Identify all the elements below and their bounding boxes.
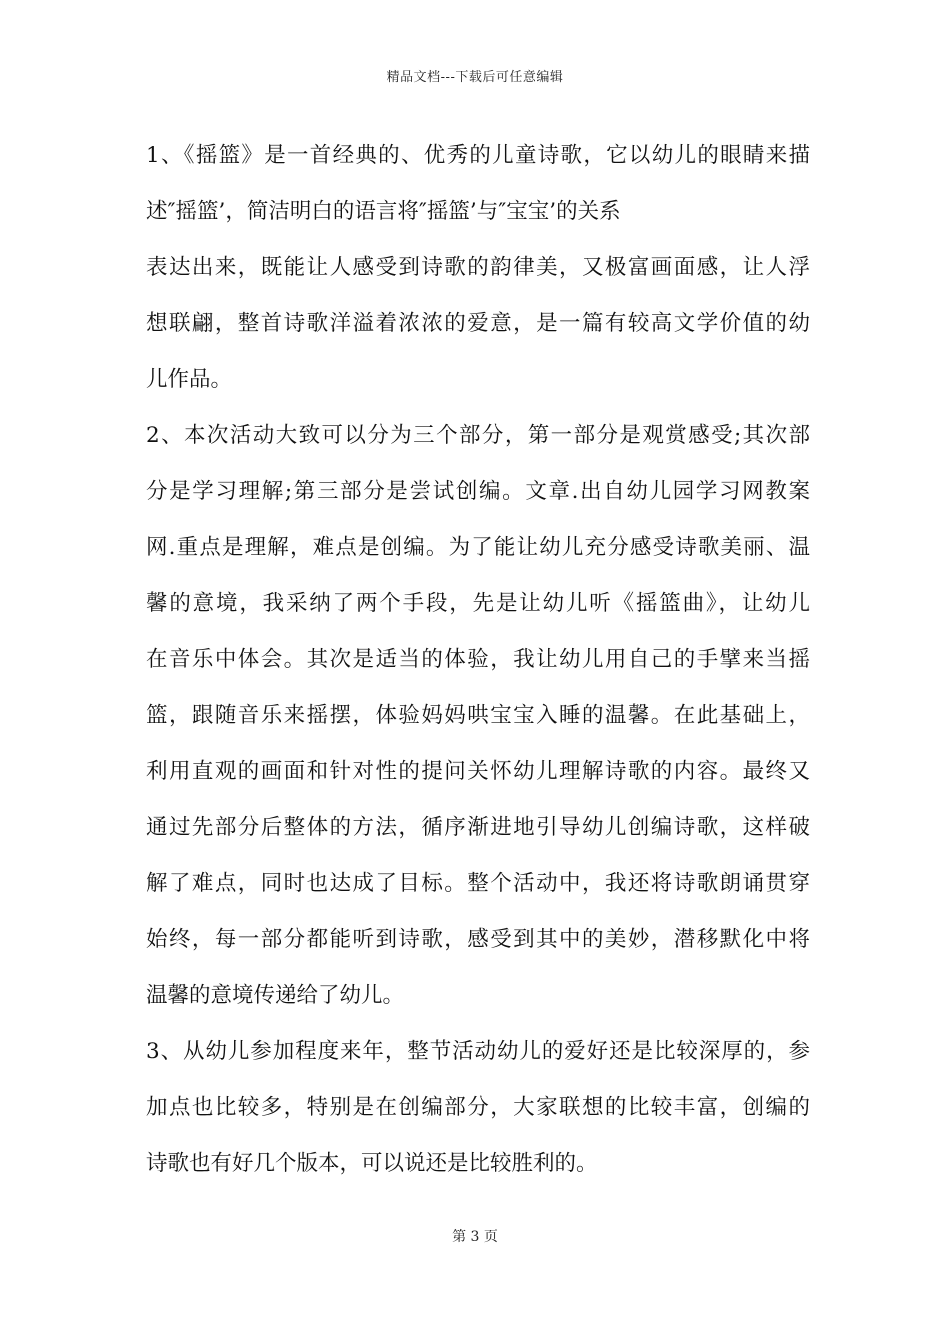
paragraph-1-line: 1、《摇篮》是一首经典的、优秀的儿童诗歌，它以幼儿的眼睛来描 <box>146 143 810 168</box>
paragraph-3-line: 诗歌也有好几个版本，可以说还是比较胜利的。 <box>146 1151 598 1176</box>
paragraph-3-line: 加点也比较多，特别是在创编部分，大家联想的比较丰富，创编的 <box>146 1095 810 1120</box>
paragraph-1-line: 述″摇篮’，简洁明白的语言将″摇篮’与″宝宝’的关系 <box>146 199 621 224</box>
paragraph-2-line: 馨的意境，我采纳了两个手段，先是让幼儿听《摇篮曲》，让幼儿 <box>146 591 810 616</box>
paragraph-2-line: 始终，每一部分都能听到诗歌，感受到其中的美妙，潜移默化中将 <box>146 927 810 952</box>
paragraph-2-line: 解了难点，同时也达成了目标。整个活动中，我还将诗歌朗诵贯穿 <box>146 871 810 896</box>
paragraph-2-line: 分是学习理解;第三部分是尝试创编。文章.出自幼儿园学习网教案 <box>146 479 810 504</box>
paragraph-2-line: 温馨的意境传递给了幼儿。 <box>146 983 405 1008</box>
paragraph-2-line: 利用直观的画面和针对性的提问关怀幼儿理解诗歌的内容。最终又 <box>146 759 810 784</box>
paragraph-3-line: 3、从幼儿参加程度来年，整节活动幼儿的爱好还是比较深厚的，参 <box>146 1039 810 1064</box>
paragraph-1-line: 想联翩，整首诗歌洋溢着浓浓的爱意，是一篇有较高文学价值的幼 <box>146 311 810 336</box>
paragraph-1-line: 表达出来，既能让人感受到诗歌的韵律美，又极富画面感，让人浮 <box>146 255 810 280</box>
page-number: 第 3 页 <box>452 1229 498 1245</box>
paragraph-1-line: 儿作品。 <box>146 367 233 392</box>
document-body <box>146 128 810 1192</box>
paragraph-2-line: 2、本次活动大致可以分为三个部分，第一部分是观赏感受;其次部 <box>146 423 810 448</box>
paragraph-2-line: 篮，跟随音乐来摇摆，体验妈妈哄宝宝入睡的温馨。在此基础上， <box>146 703 810 728</box>
page-header: 精品文档---下载后可任意编辑 <box>386 70 564 85</box>
paragraph-2-line: 在音乐中体会。其次是适当的体验，我让幼儿用自己的手擘来当摇 <box>146 647 810 672</box>
paragraph-2-line: 通过先部分后整体的方法，循序渐进地引导幼儿创编诗歌，这样破 <box>146 815 810 840</box>
paragraph-2-line: 网.重点是理解，难点是创编。为了能让幼儿充分感受诗歌美丽、温 <box>146 535 810 560</box>
